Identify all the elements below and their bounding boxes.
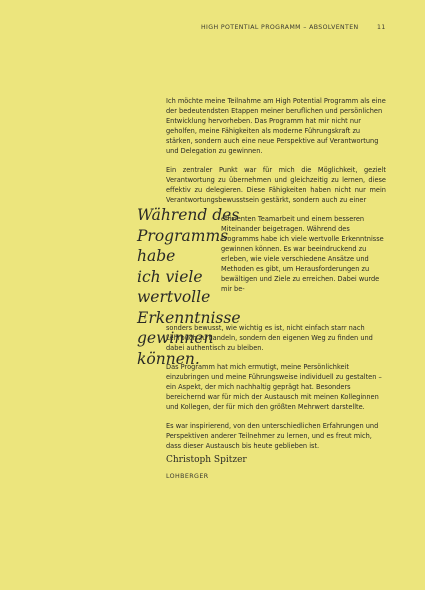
paragraph-exchange: Es war inspirierend, von den unterschiedlichen Erfahrungen und Perspektiven anderer Teilnehmer zu lernen, und es freut mich, dass dieser Austausch bis heute geblieben ist. bbox=[166, 422, 379, 450]
paragraph-authentic: sonders bewusst, wie wichtig es ist, nicht einfach starr nach Lehrbuch zu handeln, sondern den eigenen Weg zu finden und dabei authentisch zu bleiben. bbox=[166, 324, 373, 352]
author-company: LOHBERGER bbox=[166, 473, 209, 480]
author-name: Christoph Spitzer bbox=[166, 455, 247, 465]
paragraph-delegation: Ein zentraler Punkt war für mich die Möglichkeit, gezielt Verantwortung zu übernehmen und gleichzeitig zu lernen, diese effektiv zu delegieren. Diese Fähigkeiten haben nicht nur mein Verantwortungsbewusstsein gestärkt, sondern auch zu einer bbox=[166, 166, 386, 204]
paragraph-personality: Das Programm hat mich ermutigt, meine Persönlichkeit einzubringen und meine Führungsweise individuell zu gestalten – ein Aspekt, der mich nachhaltig geprägt hat. Besonders bereichernd war für mich der Austausch mit meinen Kolleginnen und Kollegen, der für mich den größten Mehrwert darstellte. bbox=[166, 363, 382, 411]
pull-quote: Während des Programms habe ich viele wertvolle Erkenntnisse gewinnen können. bbox=[137, 206, 241, 368]
page-number: 11 bbox=[377, 24, 386, 31]
header-title: HIGH POTENTIAL PROGRAMM – ABSOLVENTEN bbox=[201, 24, 359, 31]
paragraph-insights: effizienten Teamarbeit und einem besseren Miteinander beigetragen. Während des Programms habe ich viele wertvolle Erkenntnisse gewinnen können. Es war beeindruckend zu erleben, wie viele verschiedene Ansätze und Methoden es gibt, um Herausforderungen zu bewältigen und Ziele zu erreichen. Dabei wurde mir be- bbox=[221, 215, 384, 293]
paragraph-intro: Ich möchte meine Teilnahme am High Potential Programm als eine der bedeutendsten Etappen meiner beruflichen und persönlichen Entwicklung hervorheben. Das Programm hat mir nicht nur geholfen, meine Fähigkeiten als moderne Führungskraft zu stärken, sondern auch eine neue Perspektive auf Verantwortung und Delegation zu gewinnen. bbox=[166, 97, 386, 155]
